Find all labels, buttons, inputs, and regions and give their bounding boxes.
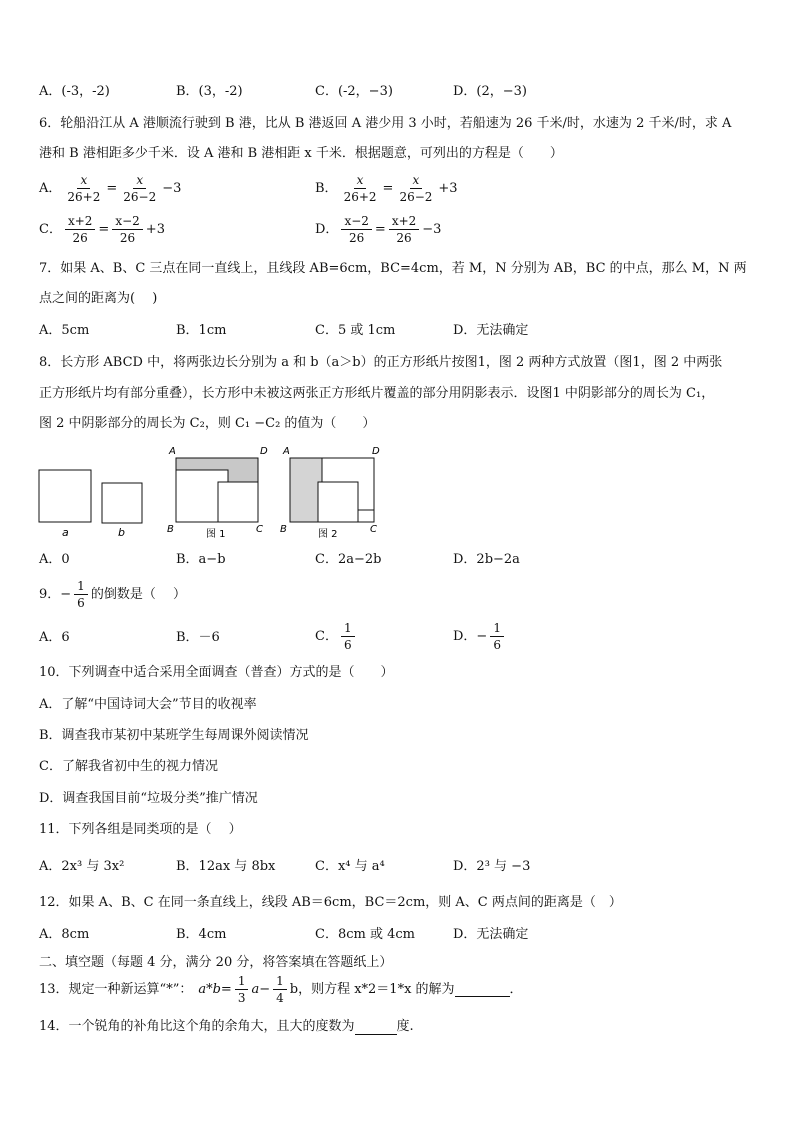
q9-d-label: D．− [453, 628, 488, 644]
q9-suffix: 的倒数是（ ） [90, 586, 186, 602]
q10-option-c: C．了解我省初中生的视力情况 [39, 759, 218, 774]
q6-a-frac1-num: x [77, 172, 90, 189]
q6-c-frac2 [112, 213, 142, 246]
q8-option-d: D．2b−2a [453, 552, 520, 567]
q6-c-frac2-num: x−2 [112, 213, 142, 230]
q7-stem-line2: 点之间的距离为( ) [39, 291, 158, 306]
q7-option-a: A．5cm [39, 323, 90, 338]
q5-option-d: D．(2，−3) [453, 84, 528, 99]
q9-option-d [453, 620, 507, 653]
q10-option-d: D．调查我国目前“垃圾分类”推广情况 [39, 791, 258, 806]
fig2-shade [290, 458, 322, 522]
q9-c-frac [341, 620, 355, 653]
fig1-caption: 图 1 [206, 529, 226, 540]
q6-a-eq: = [106, 180, 118, 196]
q6-a-frac1-den: 26+2 [67, 190, 101, 204]
q13-frac2 [273, 973, 287, 1006]
q6-c-frac1-num: x+2 [65, 213, 95, 230]
q6-c-frac1 [65, 213, 95, 246]
q6-stem-line1: 6．轮船沿江从 A 港顺流行驶到 B 港，比从 B 港返回 A 港少用 3 小时，若船速为 26 千米/时，水速为 2 千米/时，求 A [39, 116, 732, 131]
q12-option-c: C．8cm 或 4cm [315, 927, 415, 942]
q9-c-den: 6 [343, 638, 352, 652]
section-fill-in-heading: 二、填空题（每题 4 分，满分 20 分，将答案填在答题纸上） [39, 955, 393, 970]
fig2-A: A [283, 446, 290, 457]
fig2-C: C [370, 524, 377, 535]
q7-stem-line1: 7．如果 A、B、C 三点在同一直线上，且线段 AB=6cm，BC=4cm，若 M，N 分别为 AB，BC 的中点，那么 M，N 两 [39, 261, 747, 276]
q13-frac1 [235, 973, 249, 1006]
q5-option-c: C．(-2，−3) [315, 84, 393, 99]
q6-d-eq: = [374, 221, 386, 237]
q9-c-num: 1 [341, 620, 355, 637]
q6-b-label: B． [315, 180, 338, 196]
q13-frac2-den: 4 [276, 991, 284, 1005]
q11-stem: 11．下列各组是同类项的是（ ） [39, 822, 242, 837]
q6-b-frac1-den: 26+2 [343, 190, 377, 204]
q13-stem [39, 973, 523, 1006]
q6-a-frac1 [64, 172, 103, 205]
q10-option-b: B．调查我市某初中某班学生每周课外阅读情况 [39, 728, 309, 743]
q9-d-den: 6 [493, 638, 501, 652]
q6-c-tail: +3 [145, 221, 165, 237]
q6-option-b [315, 172, 458, 205]
q6-b-eq: = [382, 180, 394, 196]
fig2-B: B [280, 524, 287, 535]
q13-p4: b，则方程 x*2＝1*x 的解为 [289, 981, 455, 997]
q13-p2: a*b= [198, 981, 232, 997]
q7-option-c: C．5 或 1cm [315, 323, 396, 338]
fig1-C: C [256, 524, 263, 535]
q6-b-frac2-den: 26−2 [399, 190, 433, 204]
q6-d-frac2 [389, 213, 419, 246]
fig1-square-b [218, 482, 258, 522]
q6-a-frac2 [120, 172, 159, 205]
q10-option-a: A．了解“中国诗词大会”节目的收视率 [39, 697, 257, 712]
q5-option-a: A．(-3，-2) [39, 84, 110, 99]
q5-option-b: B．(3，-2) [176, 84, 243, 99]
q6-b-frac1-num: x [354, 172, 367, 189]
q9-frac-num: 1 [74, 578, 88, 595]
q14-p2: 度. [396, 1019, 414, 1034]
q8-stem-line2: 正方形纸片均有部分重叠），长方形中未被这两张正方形纸片覆盖的部分用阴影表示．设图1 中阴影部分的周长为 C₁， [39, 386, 715, 401]
q13-answer-blank[interactable] [455, 982, 510, 997]
q11-option-b: B．12ax 与 8bx [176, 859, 276, 874]
q11-option-d: D．2³ 与 −3 [453, 859, 531, 874]
q13-p5: ． [509, 981, 523, 997]
q6-c-frac2-den: 26 [119, 231, 136, 245]
q6-a-frac2-den: 26−2 [123, 190, 157, 204]
q6-b-frac2-num: x [410, 172, 423, 189]
q9-c-label: C． [315, 628, 338, 644]
q6-a-frac2-num: x [133, 172, 146, 189]
q13-frac2-num: 1 [273, 973, 287, 990]
fig2-caption: 图 2 [318, 529, 338, 540]
q6-option-d [315, 213, 441, 246]
q14-answer-blank[interactable] [355, 1020, 397, 1035]
q9-option-c [315, 620, 358, 653]
q6-a-tail: −3 [162, 180, 182, 196]
q6-b-frac1 [341, 172, 380, 205]
q6-b-tail: +3 [438, 180, 458, 196]
q9-option-a: A．6 [39, 630, 70, 645]
q6-option-a [39, 172, 181, 205]
q8-option-a: A．0 [39, 552, 70, 567]
square-a [39, 470, 91, 522]
q12-option-d: D．无法确定 [453, 927, 529, 942]
q6-d-label: D． [315, 221, 339, 237]
q6-d-frac2-num: x+2 [389, 213, 419, 230]
q13-frac1-den: 3 [237, 991, 246, 1005]
q6-b-frac2 [396, 172, 435, 205]
fig1-D: D [260, 446, 268, 457]
q14-p1: 14．一个锐角的补角比这个角的余角大，且大的度数为 [39, 1019, 355, 1034]
fig2-square-b [318, 482, 358, 522]
q12-option-a: A．8cm [39, 927, 90, 942]
fig2-D: D [372, 446, 380, 457]
q9-stem [39, 578, 186, 611]
q9-d-frac [490, 620, 504, 653]
q9-d-num: 1 [490, 620, 504, 637]
q6-stem-line2: 港和 B 港相距多少千米．设 A 港和 B 港相距 x 千米．根据题意，可列出的方程是（ ） [39, 146, 563, 161]
label-a: a [62, 526, 69, 539]
q6-c-frac1-den: 26 [72, 231, 88, 245]
q6-d-frac1-den: 26 [349, 231, 365, 245]
q8-option-c: C．2a−2b [315, 552, 382, 567]
q6-option-c [39, 213, 165, 246]
q9-frac-den: 6 [77, 596, 85, 610]
q6-c-eq: = [98, 221, 110, 237]
q11-option-a: A．2x³ 与 3x² [39, 859, 125, 874]
q7-option-b: B．1cm [176, 323, 227, 338]
q8-figure [30, 440, 390, 545]
fig1-A: A [169, 446, 176, 457]
q8-stem-line3: 图 2 中阴影部分的周长为 C₂，则 C₁ −C₂ 的值为（ ） [39, 416, 376, 431]
q8-option-b: B．a−b [176, 552, 226, 567]
q6-c-label: C． [39, 221, 62, 237]
q14-stem [39, 1018, 414, 1036]
q8-stem-line1: 8．长方形 ABCD 中，将两张边长分别为 a 和 b（a＞b）的正方形纸片按图1，图 2 两种方式放置（图1，图 2 中两张 [39, 355, 723, 370]
q9-option-b: B．－6 [176, 630, 220, 645]
q10-stem: 10．下列调查中适合采用全面调查（普查）方式的是（ ） [39, 665, 394, 680]
fig1-B: B [167, 524, 174, 535]
q7-option-d: D．无法确定 [453, 323, 529, 338]
q11-option-c: C．x⁴ 与 a⁴ [315, 859, 385, 874]
q12-option-b: B．4cm [176, 927, 227, 942]
q9-prefix: 9．− [39, 586, 72, 602]
q6-d-frac2-den: 26 [396, 231, 412, 245]
label-b: b [118, 526, 125, 539]
q13-p1: 13．规定一种新运算“*”： [39, 981, 193, 997]
q6-d-frac1 [341, 213, 371, 246]
q6-d-tail: −3 [422, 221, 442, 237]
q9-frac [74, 578, 88, 611]
q6-d-frac1-num: x−2 [341, 213, 371, 230]
square-b [102, 483, 142, 523]
q13-p3: a− [251, 981, 271, 997]
q13-frac1-num: 1 [235, 973, 249, 990]
q6-a-label: A． [39, 180, 62, 196]
q12-stem: 12．如果 A、B、C 在同一条直线上，线段 AB＝6cm，BC＝2cm，则 A、C 两点间的距离是（ ） [39, 895, 622, 910]
